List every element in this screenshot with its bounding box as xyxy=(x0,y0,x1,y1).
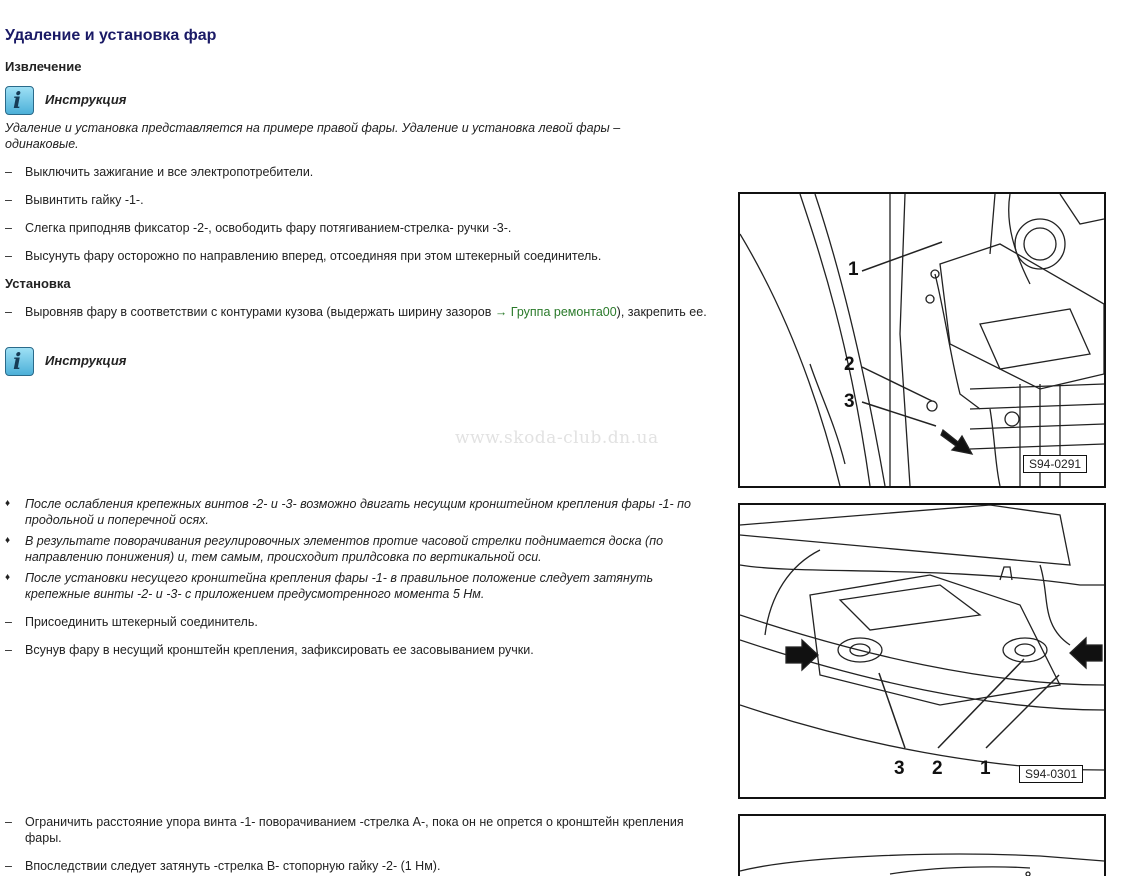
figure-label: S94-0291 xyxy=(1023,455,1087,473)
callout-1: 1 xyxy=(980,758,991,779)
callout-2: 2 xyxy=(844,354,855,375)
figure-adjustment xyxy=(738,814,1106,876)
figure-label: S94-0301 xyxy=(1019,765,1083,783)
note-label: Инструкция xyxy=(45,353,127,368)
callout-3: 3 xyxy=(844,391,855,412)
section-heading-install: Установка xyxy=(5,276,71,291)
info-icon: i xyxy=(5,86,34,115)
callout-1: 1 xyxy=(848,259,859,280)
callout-2: 2 xyxy=(932,758,943,779)
repair-group-link[interactable]: → Группа ремонта00 xyxy=(494,305,617,319)
note-label: Инструкция xyxy=(45,92,127,107)
intro-note-text: Удаление и установка представляется на примере правой фары. Удаление и установка левой фары – одинаковые. xyxy=(5,121,621,151)
instruction-note xyxy=(5,347,305,377)
figure-headlight-installation xyxy=(738,503,1106,799)
info-icon: i xyxy=(5,347,34,376)
page-title: Удаление и установка фар xyxy=(5,27,217,44)
figure-headlight-removal xyxy=(738,192,1106,488)
callout-3: 3 xyxy=(894,758,905,779)
watermark: www.skoda-club.dn.ua xyxy=(455,428,659,448)
section-heading-removal: Извлечение xyxy=(5,59,82,74)
instruction-note xyxy=(5,86,305,116)
